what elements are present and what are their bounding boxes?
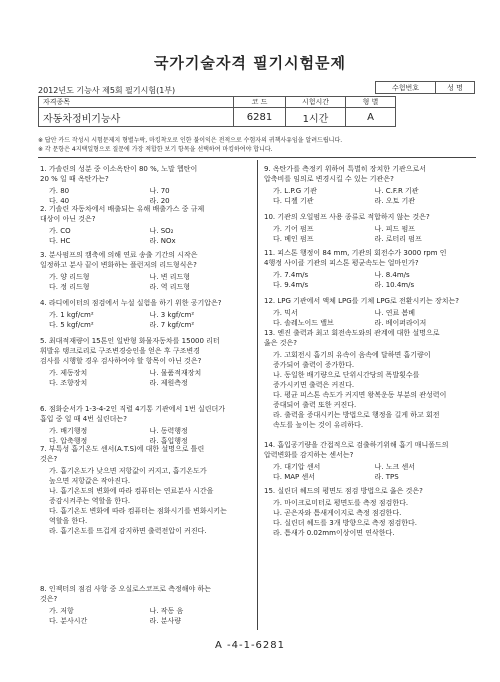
answer-option: 가. 양 리드형 bbox=[49, 273, 90, 281]
answer-option: 다. 분사시간 bbox=[49, 617, 88, 625]
option-group bbox=[264, 308, 476, 328]
option-group bbox=[40, 186, 250, 206]
blank-cell bbox=[396, 108, 476, 127]
option-group bbox=[40, 310, 250, 330]
answer-option: 다. 평균 피스톤 속도가 커지면 왕복운동 부분의 관성력이 증대되어 출력 또한 커진다. bbox=[273, 391, 447, 409]
answer-option: 라. 역 리드형 bbox=[149, 283, 190, 291]
answer-option: 나. 동력행정 bbox=[149, 427, 188, 435]
answer-option: 라. NOx bbox=[149, 237, 176, 245]
time-label: 시험시간 bbox=[286, 97, 346, 108]
notice bbox=[38, 136, 478, 154]
answer-option: 라. 틈새가 0.02mm이상이면 연삭한다. bbox=[273, 529, 395, 537]
question-1 bbox=[40, 164, 250, 206]
answer-option: 가. 마이크로미터로 평면도를 측정 점검한다. bbox=[273, 499, 409, 507]
answer-option: 다. 압축행정 bbox=[49, 437, 88, 445]
question-text: 6. 점화순서가 1-3-4-2인 직렬 4기통 기관에서 1번 실린더가 흡입 중 일 때 4번 실린더는? bbox=[40, 405, 226, 423]
question-text: 1. 가솔린의 성분 중 이소옥탄이 80 %, 노말 헵탄이 20 % 일 때 옥탄가는? bbox=[40, 165, 198, 183]
notice-line: ※ 답안 카드 작성시 시험문제지 형별누락, 마킹착오로 인한 불이익은 전적으로 수험자의 귀책사유임을 알려드립니다. bbox=[38, 137, 343, 144]
answer-option: 나. 피드 펌프 bbox=[374, 225, 415, 233]
question-text: 3. 분사펌프의 캠축에 의해 연료 송출 기간의 시작은 일정하고 분사 끝이 변화하는 플런저의 리드형식은? bbox=[40, 251, 198, 269]
answer-option: 다. 흡기온도 변화에 따라 컴퓨터는 점화시기를 변화시키는 역할을 한다. bbox=[49, 507, 227, 525]
page-footer: A -4-1-6281 bbox=[214, 640, 286, 651]
answer-option: 다. 베인 펌프 bbox=[273, 235, 314, 243]
question-text: 9. 옥탄가를 측정키 위하여 특별히 장치한 기관으로서 압축비를 임의로 변경시킬 수 있는 기관은? bbox=[264, 165, 427, 183]
exam-info-table bbox=[38, 96, 476, 127]
option-group bbox=[264, 186, 476, 206]
question-15 bbox=[264, 486, 476, 538]
answer-option: 라. 오토 기관 bbox=[374, 197, 415, 205]
answer-option: 나. 연료 봄베 bbox=[374, 309, 415, 317]
option-group bbox=[264, 462, 476, 482]
answer-option: 나. C.F.R 기관 bbox=[374, 187, 419, 195]
question-text: 13. 엔진 출력과 최고 회전속도와의 관계에 대한 설명으로 옳은 것은? bbox=[264, 329, 440, 347]
answer-option: 가. 80 bbox=[49, 187, 70, 195]
answer-option: 가. 1 kgf/cm² bbox=[49, 311, 94, 319]
question-5 bbox=[40, 336, 250, 388]
option-group bbox=[40, 426, 250, 446]
answer-option: 나. 곧은자와 틈새게이지로 측정 점검한다. bbox=[273, 509, 402, 517]
column-divider bbox=[257, 160, 258, 630]
answer-option: 나. 흡기온도의 변화에 따라 컴퓨터는 연료분사 시간을 증감시켜주는 역할을 한다. bbox=[49, 487, 214, 505]
answer-option: 라. 제원측정 bbox=[149, 379, 188, 387]
question-9 bbox=[264, 164, 476, 206]
exam-subtitle: 2012년도 기능사 제5회 필기시험(1부) bbox=[38, 86, 176, 95]
answer-option: 가. CO bbox=[49, 227, 71, 235]
question-4 bbox=[40, 298, 250, 330]
answer-option: 라. 로터리 펌프 bbox=[374, 235, 422, 243]
answer-option: 다. 9.4m/s bbox=[273, 281, 309, 289]
answer-option: 라. 흡입행정 bbox=[149, 437, 188, 445]
question-text: 2. 기솔린 자동차에서 배출되는 유해 배출가스 중 규제 대상이 아닌 것은? bbox=[40, 205, 205, 223]
answer-option: 나. 변 리드형 bbox=[149, 273, 190, 281]
answer-option: 가. 고회전시 흡기의 유속이 음속에 달하면 흡기량이 증가되어 출력이 증가한다. bbox=[273, 351, 431, 369]
answer-option: 라. 출력을 증대시키는 방법으로 행정을 길게 하고 회전 속도를 높이는 것이 유리하다. bbox=[273, 411, 440, 429]
option-group bbox=[264, 498, 476, 538]
answer-option: 나. 물품적재장치 bbox=[149, 369, 202, 377]
answer-option: 라. TPS bbox=[374, 473, 399, 481]
question-text: 14. 흡입공기량을 간접적으로 검출하기위해 흡기 매니폴드의 압력변화를 감지하는 센서는? bbox=[264, 441, 449, 459]
answer-option: 가. 흡기온도가 낮으면 저항값이 커지고, 흡기온도가 높으면 저항값은 작아진다. bbox=[49, 467, 207, 485]
answer-option: 가. 기어 펌프 bbox=[273, 225, 314, 233]
answer-option: 나. 작동 음 bbox=[149, 607, 184, 615]
answer-option: 다. 정 리드형 bbox=[49, 283, 90, 291]
answer-option: 가. 저항 bbox=[49, 607, 74, 615]
answer-option: 나. 3 kgf/cm² bbox=[149, 311, 195, 319]
option-group bbox=[40, 466, 250, 536]
option-group bbox=[264, 224, 476, 244]
answer-option: 나. 70 bbox=[149, 187, 170, 195]
option-group bbox=[264, 270, 476, 290]
notice-line: ※ 각 문항은 4지택일형으로 질문에 가장 적합한 보기 항목을 선택하여 마킹하여야 합니다. bbox=[38, 146, 273, 153]
question-2 bbox=[40, 204, 250, 246]
type-label: 형 별 bbox=[346, 97, 396, 108]
answer-option: 가. 믹서 bbox=[273, 309, 298, 317]
answer-option: 라. 10.4m/s bbox=[374, 281, 415, 289]
question-11 bbox=[264, 248, 476, 290]
name-label: 성 명 bbox=[436, 82, 475, 94]
answer-option: 나. SO₂ bbox=[149, 227, 174, 235]
question-7 bbox=[40, 444, 250, 536]
answer-option: 나. 동일한 배기량으로 단위시간당의 폭발횟수를 증가시키면 출력은 커진다. bbox=[273, 371, 420, 389]
answer-option: 다. 40 bbox=[49, 197, 70, 205]
type-value: A bbox=[346, 108, 396, 127]
answer-option: 나. 8.4m/s bbox=[374, 271, 410, 279]
exam-number-label: 수험번호 bbox=[376, 82, 436, 94]
answer-option: 라. 분사량 bbox=[149, 617, 181, 625]
answer-option: 다. 디젤 기관 bbox=[273, 197, 314, 205]
answer-option: 가. 배기행정 bbox=[49, 427, 88, 435]
answer-option: 다. 솔레노이드 밸브 bbox=[273, 319, 334, 327]
subject-value: 자동차정비기능사 bbox=[39, 108, 234, 127]
answer-option: 나. 노크 센서 bbox=[374, 463, 415, 471]
option-group bbox=[40, 606, 250, 626]
question-8 bbox=[40, 584, 250, 626]
question-3 bbox=[40, 250, 250, 292]
answer-option: 다. 5 kgf/cm² bbox=[49, 321, 94, 329]
option-group bbox=[40, 368, 250, 388]
answer-option: 다. MAP 센서 bbox=[273, 473, 316, 481]
answer-option: 라. 베이퍼라이저 bbox=[374, 319, 427, 327]
blank-cell bbox=[396, 97, 476, 108]
question-text: 15. 실린더 헤드의 평면도 점검 방법으로 옳은 것은? bbox=[264, 487, 423, 495]
answer-option: 라. 7 kgf/cm² bbox=[149, 321, 195, 329]
question-10 bbox=[264, 212, 476, 244]
answer-option: 가. 7.4m/s bbox=[273, 271, 309, 279]
page-title: 국가기술자격 필기시험문제 bbox=[153, 54, 347, 72]
question-text: 7. 부특성 흡기온도 센서(A.T.S)에 대한 설명으로 틀린 것은? bbox=[40, 445, 205, 463]
code-value: 6281 bbox=[234, 108, 286, 127]
question-text: 5. 최대적재량이 15톤인 일반형 화물자동차를 15000 리터 휘발유 탱크로리로 구조변경승인을 얻은 후 구조변경 검사를 시행할 경우 검사하여야 할 항목이 아닌 것은? bbox=[40, 337, 220, 365]
question-text: 10. 기관의 오일펌프 사용 종류로 적합하지 않는 것은? bbox=[264, 213, 430, 221]
answer-option: 가. 대기압 센서 bbox=[273, 463, 321, 471]
answer-option: 가. L.P.G 기관 bbox=[273, 187, 317, 195]
option-group bbox=[40, 272, 250, 292]
question-text: 11. 피스톤 행정이 84 mm, 기관의 회전수가 3000 rpm 인 4행정 사이클 기관의 피스톤 평균속도는 얼마인가? bbox=[264, 249, 447, 267]
answer-option: 다. 실린더 헤드를 3개 방향으로 측정 점검한다. bbox=[273, 519, 417, 527]
subject-label: 자격종목 bbox=[39, 97, 234, 108]
answer-option: 가. 제동장치 bbox=[49, 369, 88, 377]
answer-option: 라. 흡기온도를 뜨겁게 감지하면 출력전압이 커진다. bbox=[49, 527, 207, 535]
question-6 bbox=[40, 404, 250, 446]
time-value: 1시간 bbox=[286, 108, 346, 127]
option-group bbox=[40, 226, 250, 246]
code-label: 코 드 bbox=[234, 97, 286, 108]
question-14 bbox=[264, 440, 476, 482]
answer-option: 다. HC bbox=[49, 237, 71, 245]
question-text: 4. 라디에이터의 점검에서 누설 실험을 하기 위한 공기압은? bbox=[40, 299, 222, 307]
answer-option: 라. 20 bbox=[149, 197, 170, 205]
option-group bbox=[264, 350, 476, 430]
question-text: 12. LPG 기관에서 액체 LPG를 기체 LPG로 전환시키는 장치는? bbox=[264, 297, 460, 305]
question-text: 8. 인젝터의 점검 사항 중 오실로스코프로 측정해야 하는 것은? bbox=[40, 585, 212, 603]
header-divider bbox=[38, 157, 476, 158]
question-13 bbox=[264, 328, 476, 430]
answer-option: 다. 조향장치 bbox=[49, 379, 88, 387]
examinee-table bbox=[375, 81, 475, 94]
question-12 bbox=[264, 296, 476, 328]
